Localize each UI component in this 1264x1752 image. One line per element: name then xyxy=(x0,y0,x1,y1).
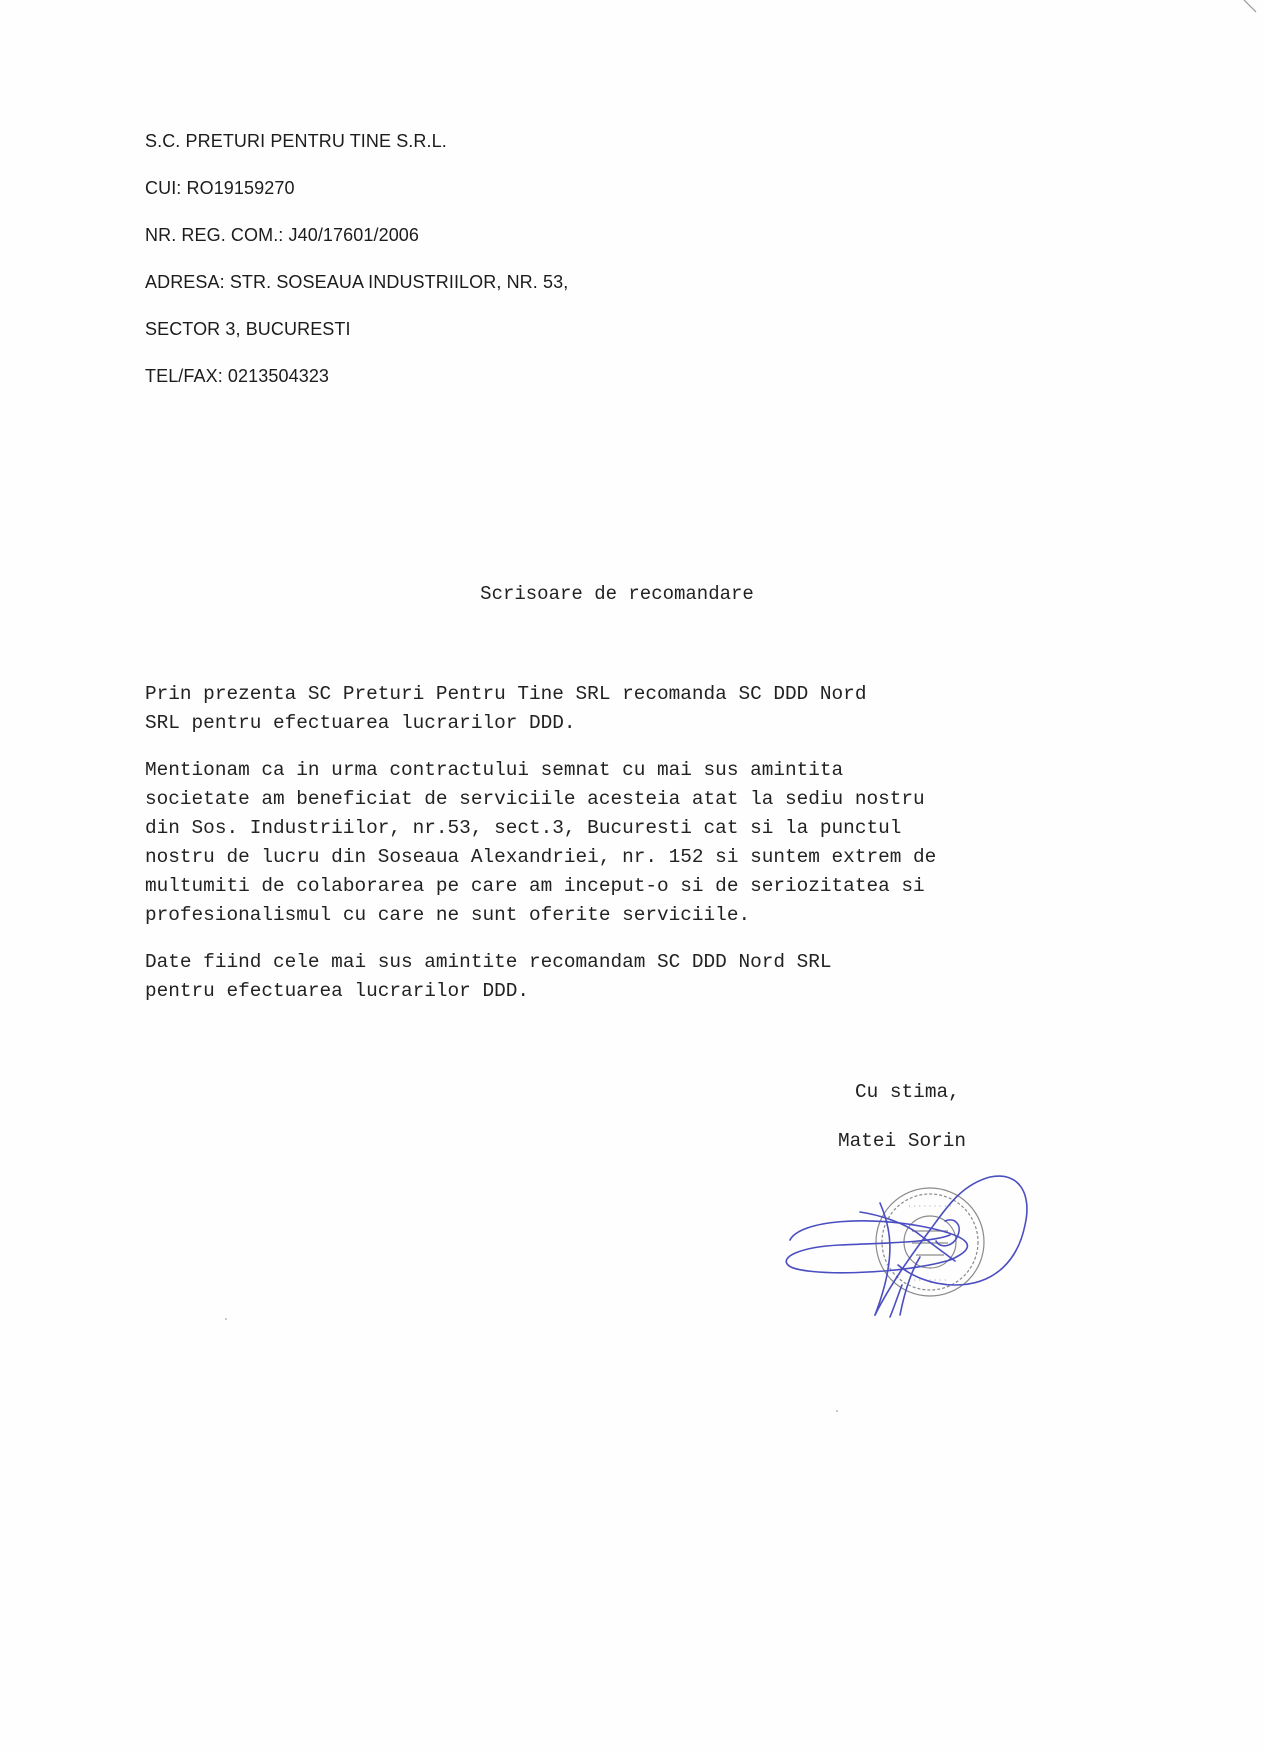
handwritten-signature-icon xyxy=(786,1176,1027,1317)
company-address-line1: ADRESA: STR. SOSEAUA INDUSTRIILOR, NR. 53, xyxy=(145,272,569,292)
scan-speck xyxy=(225,1318,227,1320)
letter-paragraph-2: Mentionam ca in urma contractului semnat cu mai sus amintita societate am beneficiat de serviciile acesteia atat la sediu nostru din Sos. Industriilor, nr.53, sect.3, Bucuresti cat si la punctul nostru de lucru din Soseaua Alexandriei, nr. 152 si suntem extrem de multumiti de colaborarea pe care am inceput-o si de seriozitatea si profesionalismul cu care ne sunt oferite serviciile. xyxy=(145,759,937,926)
svg-text:· · · · · · · · ·: · · · · · · · · · xyxy=(908,1202,952,1211)
signatory-name: Matei Sorin xyxy=(838,1130,966,1152)
scan-speck xyxy=(836,1410,838,1412)
letter-paragraph-3: Date fiind cele mai sus amintite recomandam SC DDD Nord SRL pentru efectuarea lucrarilor DDD. xyxy=(145,951,832,1002)
company-cui: CUI: RO19159270 xyxy=(145,178,295,198)
letter-closing: Cu stima, xyxy=(855,1081,960,1103)
letter-body xyxy=(145,680,1075,1024)
company-telfax: TEL/FAX: 0213504323 xyxy=(145,366,330,386)
svg-text:· · · · · · ·: · · · · · · · xyxy=(913,1276,947,1285)
letter-title: Scrisoare de recomandare xyxy=(480,583,754,605)
letter-paragraph-1: Prin prezenta SC Preturi Pentru Tine SRL recomanda SC DDD Nord SRL pentru efectuarea lucrarilor DDD. xyxy=(145,683,867,734)
scan-corner-mark-icon xyxy=(1234,0,1264,14)
signature-stamp xyxy=(780,1165,1040,1335)
company-reg-com: NR. REG. COM.: J40/17601/2006 xyxy=(145,225,420,245)
company-name: S.C. PRETURI PENTRU TINE S.R.L. xyxy=(145,131,447,151)
company-header xyxy=(145,130,568,412)
company-address-line2: SECTOR 3, BUCURESTI xyxy=(145,319,351,339)
